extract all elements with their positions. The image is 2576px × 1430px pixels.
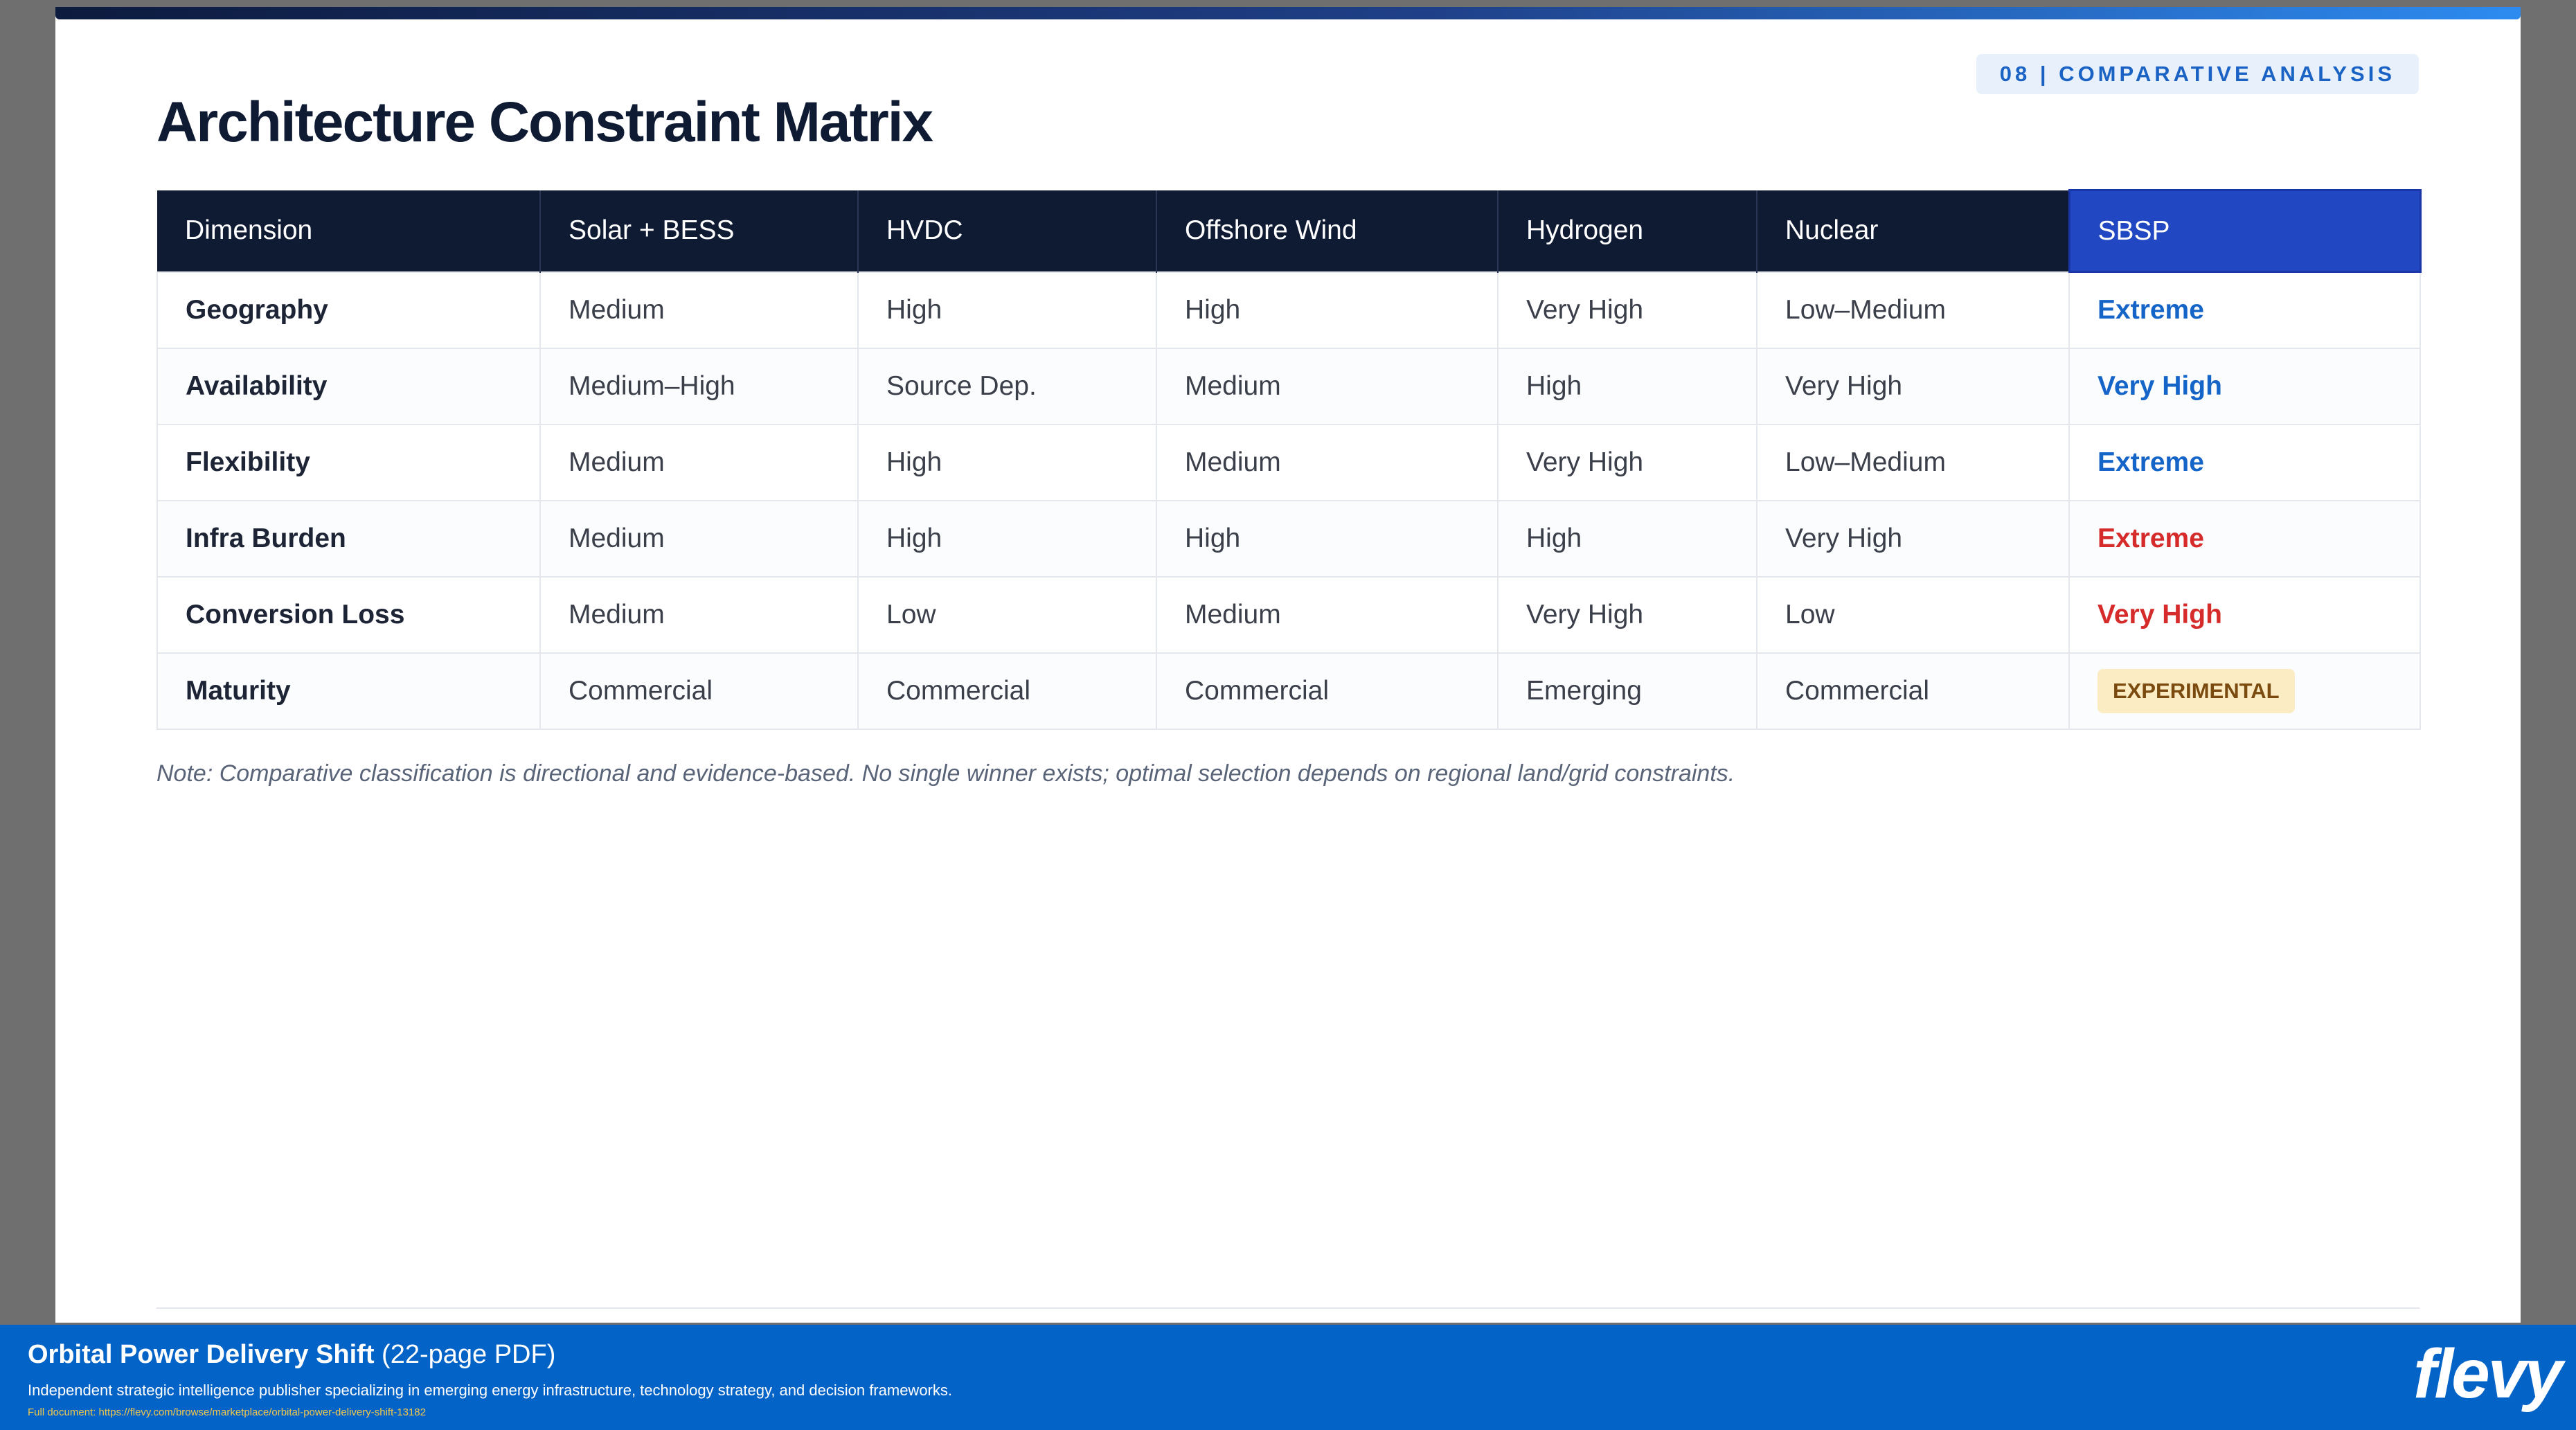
- table-cell: Very High: [1757, 501, 2069, 577]
- document-page-count: (22-page PDF): [374, 1340, 556, 1369]
- table-cell: Medium: [540, 577, 858, 653]
- table-row: [157, 272, 2420, 349]
- table-cell: Commercial: [1757, 653, 2069, 729]
- header-offshore-wind: Offshore Wind: [1156, 190, 1498, 272]
- table-cell: Very High: [1498, 424, 1757, 501]
- sbsp-cell: [2069, 653, 2420, 729]
- table-cell: Medium: [1156, 424, 1498, 501]
- section-tag: 08 | COMPARATIVE ANALYSIS: [1976, 54, 2419, 94]
- table-cell: Medium: [540, 272, 858, 349]
- table-cell: Low: [858, 577, 1156, 653]
- footer-banner: [0, 1325, 2576, 1430]
- table-cell: High: [1498, 348, 1757, 424]
- table-row: [157, 577, 2420, 653]
- header-sbsp: SBSP: [2069, 190, 2420, 272]
- sbsp-cell: Extreme: [2069, 501, 2420, 577]
- table-row: [157, 424, 2420, 501]
- table-cell: Very High: [1757, 348, 2069, 424]
- table-cell: Medium: [540, 424, 858, 501]
- table-cell: Very High: [1498, 577, 1757, 653]
- table-header-row: [157, 190, 2420, 272]
- document-title-name: Orbital Power Delivery Shift: [28, 1340, 375, 1369]
- table-cell: High: [858, 501, 1156, 577]
- table-cell: Emerging: [1498, 653, 1757, 729]
- table-row: [157, 348, 2420, 424]
- row-label-geography: Geography: [157, 272, 540, 349]
- table-cell: Very High: [1498, 272, 1757, 349]
- table-cell: High: [1156, 272, 1498, 349]
- header-solar-bess: Solar + BESS: [540, 190, 858, 272]
- sbsp-cell: Very High: [2069, 577, 2420, 653]
- page-title: Architecture Constraint Matrix: [156, 91, 933, 154]
- table-row: [157, 653, 2420, 729]
- header-hydrogen: Hydrogen: [1498, 190, 1757, 272]
- table-cell: High: [858, 272, 1156, 349]
- table-row: [157, 501, 2420, 577]
- sbsp-cell: Extreme: [2069, 272, 2420, 349]
- table-cell: Commercial: [540, 653, 858, 729]
- table-cell: Medium: [1156, 577, 1498, 653]
- row-label-conversion-loss: Conversion Loss: [157, 577, 540, 653]
- header-hvdc: HVDC: [858, 190, 1156, 272]
- footnote: Note: Comparative classification is directional and evidence-based. No single winner exists; optimal selection depends on regional land/grid constraints.: [156, 760, 1735, 787]
- top-accent-bar: [55, 7, 2521, 19]
- table-cell: Low–Medium: [1757, 424, 2069, 501]
- row-label-infra-burden: Infra Burden: [157, 501, 540, 577]
- table-cell: Low–Medium: [1757, 272, 2069, 349]
- publisher-description: Independent strategic intelligence publisher specializing in emerging energy infrastructure, technology strategy, and decision frameworks.: [28, 1382, 952, 1399]
- table-cell: Low: [1757, 577, 2069, 653]
- footer-divider: [156, 1307, 2420, 1309]
- document-title: [28, 1340, 555, 1370]
- document-link[interactable]: Full document: https://flevy.com/browse/marketplace/orbital-power-delivery-shift-13182: [28, 1406, 426, 1418]
- table-cell: Medium: [1156, 348, 1498, 424]
- sbsp-cell: Very High: [2069, 348, 2420, 424]
- table-cell: Medium: [540, 501, 858, 577]
- table-cell: Commercial: [1156, 653, 1498, 729]
- constraint-matrix-table: [156, 189, 2422, 730]
- sbsp-cell: Extreme: [2069, 424, 2420, 501]
- table-cell: Commercial: [858, 653, 1156, 729]
- header-dimension: Dimension: [157, 190, 540, 272]
- table-cell: High: [1156, 501, 1498, 577]
- table-cell: High: [858, 424, 1156, 501]
- row-label-maturity: Maturity: [157, 653, 540, 729]
- table-cell: High: [1498, 501, 1757, 577]
- row-label-flexibility: Flexibility: [157, 424, 540, 501]
- table-cell: Source Dep.: [858, 348, 1156, 424]
- header-nuclear: Nuclear: [1757, 190, 2069, 272]
- flevy-logo: flevy: [2413, 1335, 2561, 1413]
- row-label-availability: Availability: [157, 348, 540, 424]
- experimental-badge: EXPERIMENTAL: [2098, 669, 2295, 713]
- slide: [55, 7, 2521, 1323]
- table-cell: Medium–High: [540, 348, 858, 424]
